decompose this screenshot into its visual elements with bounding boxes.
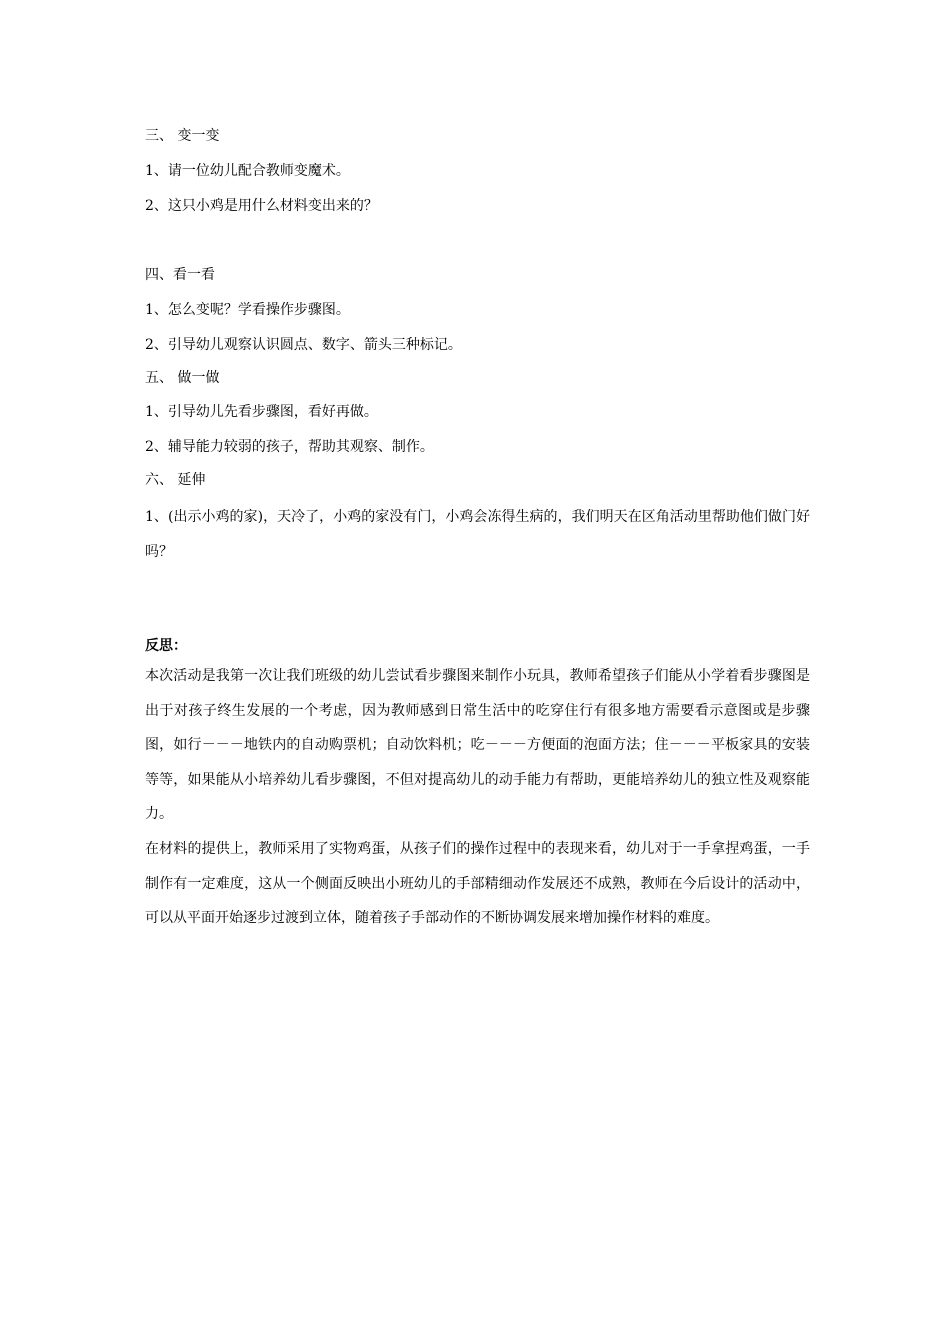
reflection-paragraph: 在材料的提供上，教师采用了实物鸡蛋，从孩子们的操作过程中的表现来看，幼儿对于一手拿捏鸡蛋，一手制作有一定难度，这从一个侧面反映出小班幼儿的手部精细动作发展还不成熟，教师在今后设计的活动中，可以从平面开始逐步过渡到立体，随着孩子手部动作的不断协调发展来增加操作材料的难度。 xyxy=(145,841,810,926)
list-item: 1、请一位幼儿配合教师变魔术。 xyxy=(145,163,350,179)
section-heading: 三、 变一变 xyxy=(145,128,220,144)
list-item: 1、引导幼儿先看步骤图，看好再做。 xyxy=(145,404,378,420)
section-heading: 四、看一看 xyxy=(145,267,215,283)
list-item: 1、怎么变呢？学看操作步骤图。 xyxy=(145,302,350,318)
list-item: 2、引导幼儿观察认识圆点、数字、箭头三种标记。 xyxy=(145,337,462,353)
reflection-paragraph: 本次活动是我第一次让我们班级的幼儿尝试看步骤图来制作小玩具，教师希望孩子们能从小学着看步骤图是出于对孩子终生发展的一个考虑，因为教师感到日常生活中的吃穿住行有很多地方需要看示意图或是步骤图，如行－－－地铁内的自动购票机；自动饮料机；吃－－－方便面的泡面方法；住－－－平板家具的安装等等，如果能从小培养幼儿看步骤图，不但对提高幼儿的动手能力有帮助，更能培养幼儿的独立性及观察能力。 xyxy=(145,668,810,822)
section-heading: 五、 做一做 xyxy=(145,370,220,386)
list-item: 2、这只小鸡是用什么材料变出来的？ xyxy=(145,198,378,214)
list-item: 1、(出示小鸡的家)，天冷了，小鸡的家没有门，小鸡会冻得生病的，我们明天在区角活动里帮助他们做门好吗？ xyxy=(145,509,810,560)
section-heading: 六、 延伸 xyxy=(145,472,206,488)
list-item: 2、辅导能力较弱的孩子，帮助其观察、制作。 xyxy=(145,439,434,455)
reflection-title: 反思： xyxy=(145,638,187,654)
